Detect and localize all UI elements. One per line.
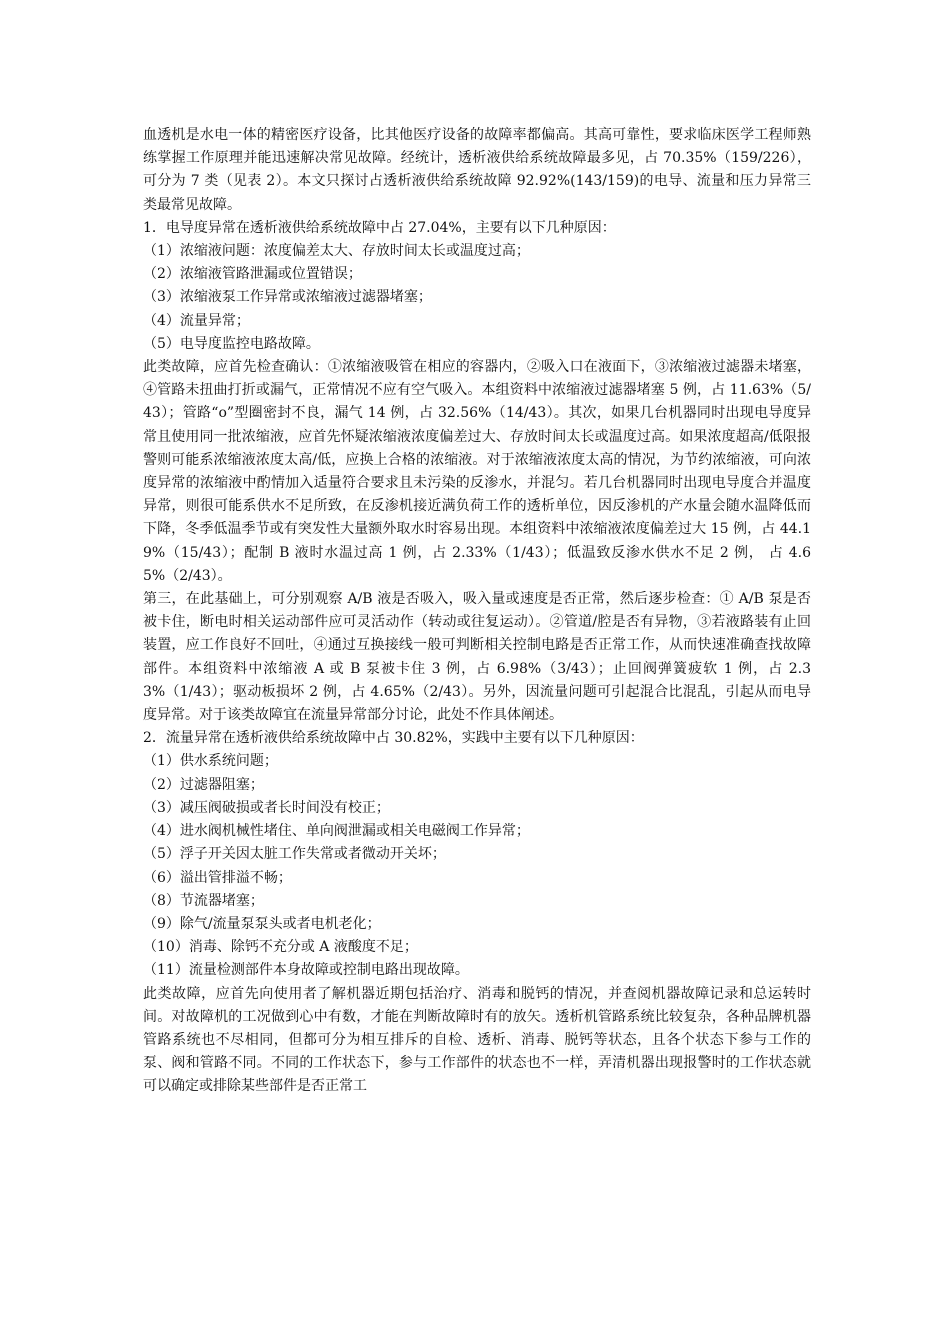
list-item: （3）浓缩液泵工作异常或浓缩液过滤器堵塞；: [143, 289, 432, 306]
body-paragraph: 此类故障，应首先检查确认：①浓缩液吸管在相应的容器内，②吸入口在液面下，③浓缩液过滤器未堵塞，④管路未扭曲打折或漏气，正常情况不应有空气吸入。本组资料中浓缩液过滤器堵塞 5 例，占 11.63%（5/43）；管路“o”型圈密封不良，漏气 14 例，占 32.56%（14/43）。其次，如果几台机器同时出现电导度异常且使用同一批浓缩液，应首先怀疑浓缩液浓度偏差过大、存放时间太长或温度过高。如果浓度超高/低限报警则可能系浓缩液浓度太高/低，应换上合格的浓缩液。对于浓缩液浓度太高的情况，为节约浓缩液，可向浓度异常的浓缩液中酌情加入适量符合要求且未污染的反渗水，并混匀。若几台机器同时出现电导度合并温度异常，则很可能系供水不足所致，在反渗机接近满负荷工作的透析单位，因反渗机的产水量会随水温降低而下降，冬季低温季节或有突发性大量额外取水时容易出现。本组资料中浓缩液浓度偏差过大 15 例，占 44.19%（15/43）；配制 B 液时水温过高 1 例，占 2.33%（1/43）；低温致反渗水供水不足 2 例， 占 4.65%（2/43）。: [143, 359, 811, 584]
list-item: （3）减压阀破损或者长时间没有校正；: [143, 799, 390, 816]
list-item: （5）浮子开关因太脏工作失常或者微动开关坏；: [143, 846, 446, 863]
list-item: （4）流量异常；: [143, 312, 250, 329]
list-item: （10）消毒、除钙不充分或 A 液酸度不足；: [143, 939, 418, 956]
section-2-heading: 2．流量异常在透析液供给系统故障中占 30.82%，实践中主要有以下几种原因：: [143, 730, 644, 747]
list-item: （11）流量检测部件本身故障或控制电路出现故障。: [143, 962, 469, 979]
list-item: （1）供水系统问题；: [143, 753, 278, 770]
list-item: （9）除气/流量泵泵头或者电机老化；: [143, 915, 381, 932]
list-item: （2）浓缩液管路泄漏或位置错误；: [143, 266, 362, 283]
body-paragraph: 此类故障，应首先向使用者了解机器近期包括治疗、消毒和脱钙的情况，并查阅机器故障记录和总运转时间。对故障机的工况做到心中有数，才能在判断故障时有的放矢。透析机管路系统比较复杂，各种品牌机器管路系统也不尽相同，但都可分为相互排斥的自检、透析、消毒、脱钙等状态，且各个状态下参与工作的泵、阀和管路不同。不同的工作状态下，参与工作部件的状态也不一样，弄清机器出现报警时的工作状态就可以确定或排除某些部件是否正常工: [143, 985, 811, 1095]
document-body: [143, 124, 811, 1099]
list-item: （2）过滤器阻塞；: [143, 776, 264, 793]
list-item: （5）电导度监控电路故障。: [143, 335, 320, 352]
list-item: （8）节流器堵塞；: [143, 892, 264, 909]
intro-paragraph: 血透机是水电一体的精密医疗设备，比其他医疗设备的故障率都偏高。其高可靠性，要求临床医学工程师熟练掌握工作原理并能迅速解决常见故障。经统计，透析液供给系统故障最多见，占 70.35%（159/226），可分为 7 类（见表 2）。本文只探讨占透析液供给系统故障 92.92%(143/159)的电导、流量和压力异常三类最常见故障。: [143, 127, 811, 213]
list-item: （1）浓缩液问题：浓度偏差太大、存放时间太长或温度过高；: [143, 243, 530, 260]
list-item: （6）溢出管排溢不畅；: [143, 869, 292, 886]
section-1-heading: 1．电导度异常在透析液供给系统故障中占 27.04%，主要有以下几种原因：: [143, 219, 616, 236]
body-paragraph: 第三，在此基础上，可分别观察 A/B 液是否吸入，吸入量或速度是否正常，然后逐步检查：① A/B 泵是否被卡住，断电时相关运动部件应可灵活动作（转动或往复运动）。②管道/腔是否有异物，③若液路装有止回装置，应工作良好不回吐，④通过互换接线一般可判断相关控制电路是否正常工作，从而快速准确查找故障部件。本组资料中浓缩液 A 或 B 泵被卡住 3 例，占 6.98%（3/43）；止回阀弹簧疲软 1 例，占 2.33%（1/43）；驱动板损坏 2 例，占 4.65%（2/43）。另外，因流量问题可引起混合比混乱，引起从而电导度异常。对于该类故障宜在流量异常部分讨论，此处不作具体阐述。: [143, 591, 811, 724]
list-item: （4）进水阀机械性堵住、单向阀泄漏或相关电磁阀工作异常；: [143, 823, 530, 840]
